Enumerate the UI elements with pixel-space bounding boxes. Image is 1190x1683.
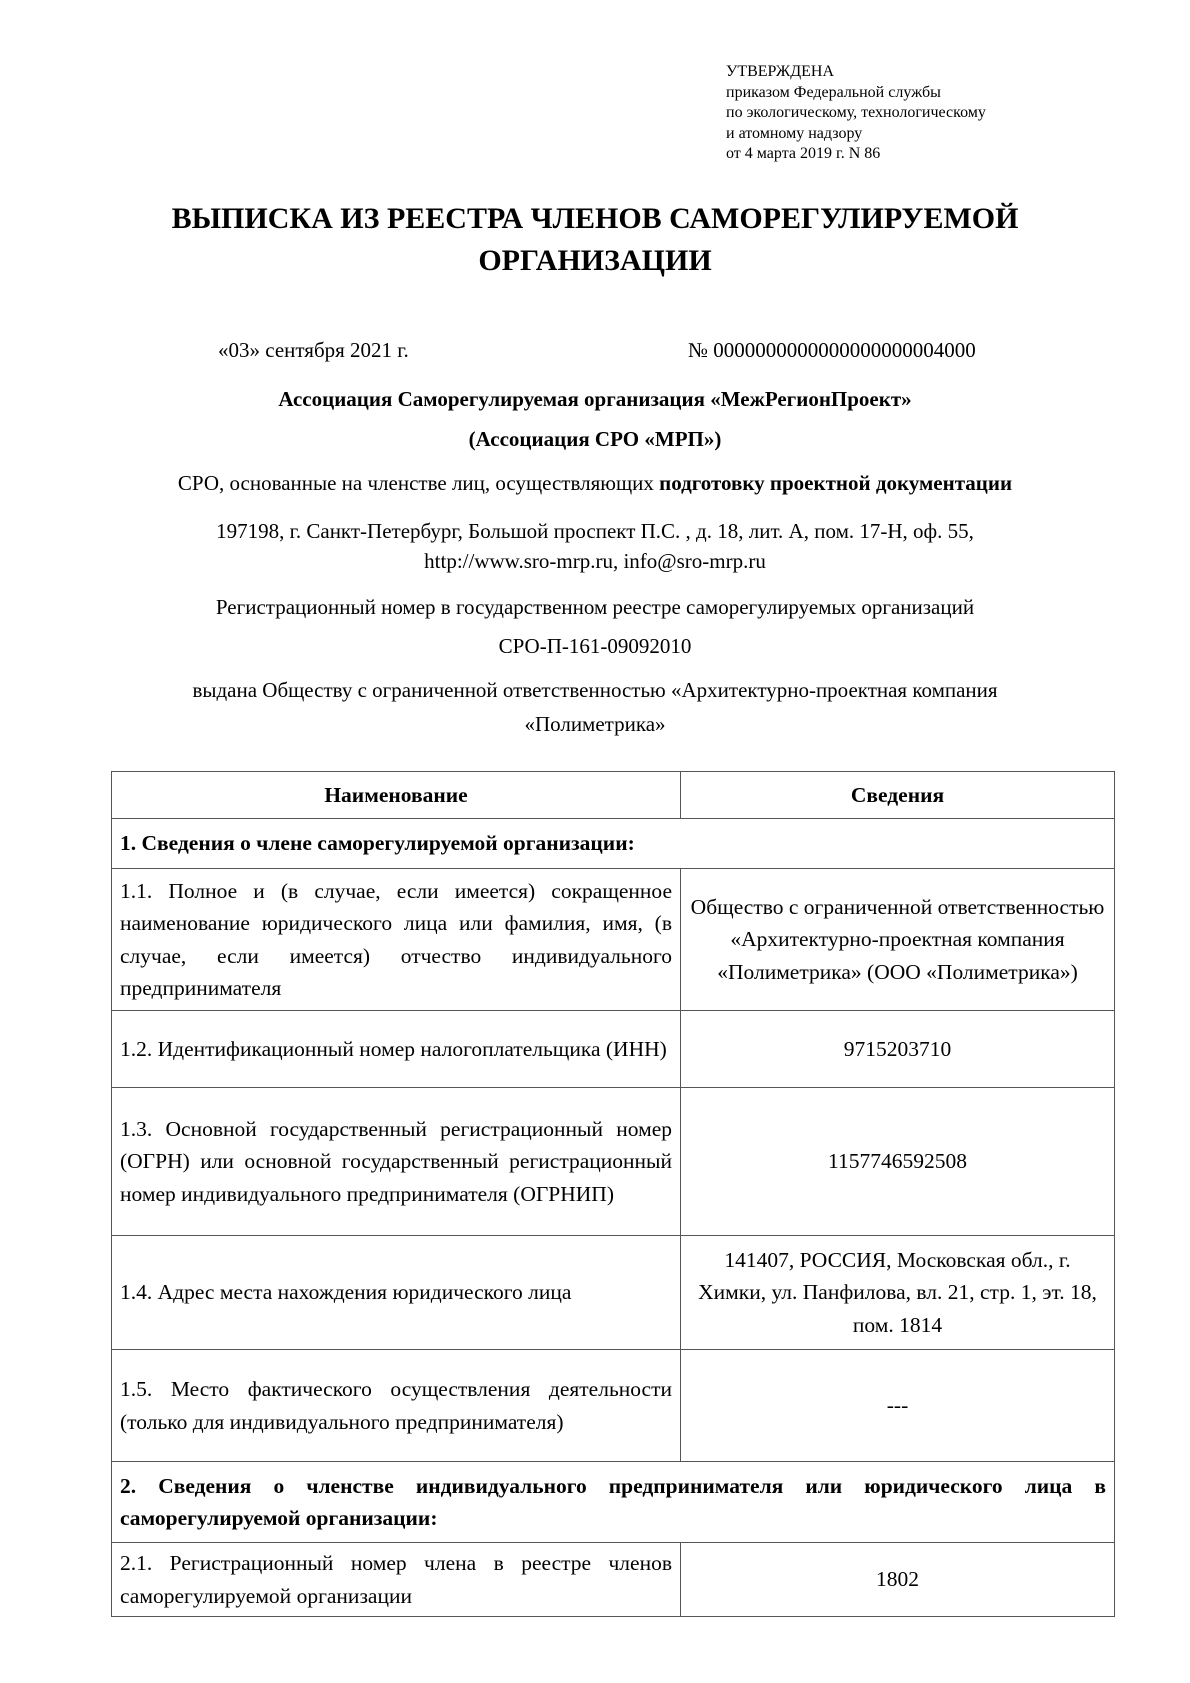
approval-line: и атомному надзору xyxy=(726,124,863,142)
table-row xyxy=(112,1236,1115,1350)
register-table xyxy=(111,771,1115,1617)
row-label: 1.4. Адрес места нахождения юридического лица xyxy=(112,1236,681,1350)
approval-line: УТВЕРЖДЕНА xyxy=(726,63,835,80)
row-label: 1.5. Место фактического осуществления деятельности (только для индивидуального предпринимателя) xyxy=(112,1350,681,1462)
sro-type-prefix: СРО, основанные на членстве лиц, осуществляющих xyxy=(177,471,660,495)
table-row xyxy=(112,869,1115,1011)
sro-type xyxy=(0,467,1190,499)
section-2-title: 2. Сведения о членстве индивидуального предпринимателя или юридического лица в саморегулируемой организации: xyxy=(112,1462,1115,1543)
row-value: 1157746592508 xyxy=(681,1088,1115,1236)
table-row xyxy=(112,1088,1115,1236)
org-address: 197198, г. Санкт-Петербург, Большой проспект П.С. , д. 18, лит. А, пом. 17-Н, оф. 55, xyxy=(216,519,974,543)
row-value: --- xyxy=(681,1350,1115,1462)
header-name: Наименование xyxy=(112,772,681,819)
approval-line: от 4 марта 2019 г. N 86 xyxy=(726,145,881,162)
org-contacts: http://www.sro-mrp.ru, info@sro-mrp.ru xyxy=(424,549,766,573)
org-name: Ассоциация Саморегулируемая организация «МежРегионПроект» xyxy=(278,387,912,411)
title-line: ОРГАНИЗАЦИИ xyxy=(478,244,712,277)
row-value: 9715203710 xyxy=(681,1011,1115,1088)
sro-type-activity: подготовку проектной документации xyxy=(659,471,1013,495)
document-title xyxy=(0,198,1190,282)
row-value: Общество с ограниченной ответственностью «Архитектурно-проектная компания «Полиметрика» (ООО «Полиметрика») xyxy=(681,869,1115,1011)
table-row xyxy=(112,1543,1115,1617)
row-label: 2.1. Регистрационный номер члена в реестре членов саморегулируемой организации xyxy=(112,1543,681,1617)
issued-to-line: выдана Обществу с ограниченной ответственностью «Архитектурно-проектная компания xyxy=(192,678,998,702)
extract-number: № 0000000000000000000004000 xyxy=(688,338,976,362)
table-header-row xyxy=(112,772,1115,819)
section-row xyxy=(112,819,1115,869)
header-info: Сведения xyxy=(681,772,1115,819)
section-row xyxy=(112,1462,1115,1543)
row-label: 1.3. Основной государственный регистрационный номер (ОГРН) или основной государственный регистрационный номер индивидуального предпринимателя (ОГРНИП) xyxy=(112,1088,681,1236)
table-row xyxy=(112,1011,1115,1088)
row-label: 1.2. Идентификационный номер налогоплательщика (ИНН) xyxy=(112,1011,681,1088)
row-label: 1.1. Полное и (в случае, если имеется) сокращенное наименование юридического лица или фамилия, имя, (в случае, если имеется) отчество индивидуального предпринимателя xyxy=(112,869,681,1011)
org-short-name: (Ассоциация СРО «МРП») xyxy=(468,427,722,451)
reg-label: Регистрационный номер в государственном реестре саморегулируемых организаций xyxy=(215,595,975,619)
section-1-title: 1. Сведения о члене саморегулируемой организации: xyxy=(112,819,1115,869)
approval-note xyxy=(726,62,986,165)
approval-line: приказом Федеральной службы xyxy=(726,83,941,101)
issue-date: «03» сентября 2021 г. xyxy=(218,338,409,362)
row-value: 1802 xyxy=(681,1543,1115,1617)
row-value: 141407, РОССИЯ, Московская обл., г. Химки, ул. Панфилова, вл. 21, стр. 1, эт. 18, пом. 1814 xyxy=(681,1236,1115,1350)
reg-number: СРО-П-161-09092010 xyxy=(498,634,692,658)
table-row xyxy=(112,1350,1115,1462)
issued-to-line: «Полиметрика» xyxy=(524,712,666,736)
title-line: ВЫПИСКА ИЗ РЕЕСТРА ЧЛЕНОВ САМОРЕГУЛИРУЕМОЙ xyxy=(171,202,1019,235)
approval-line: по экологическому, технологическому xyxy=(726,104,986,121)
